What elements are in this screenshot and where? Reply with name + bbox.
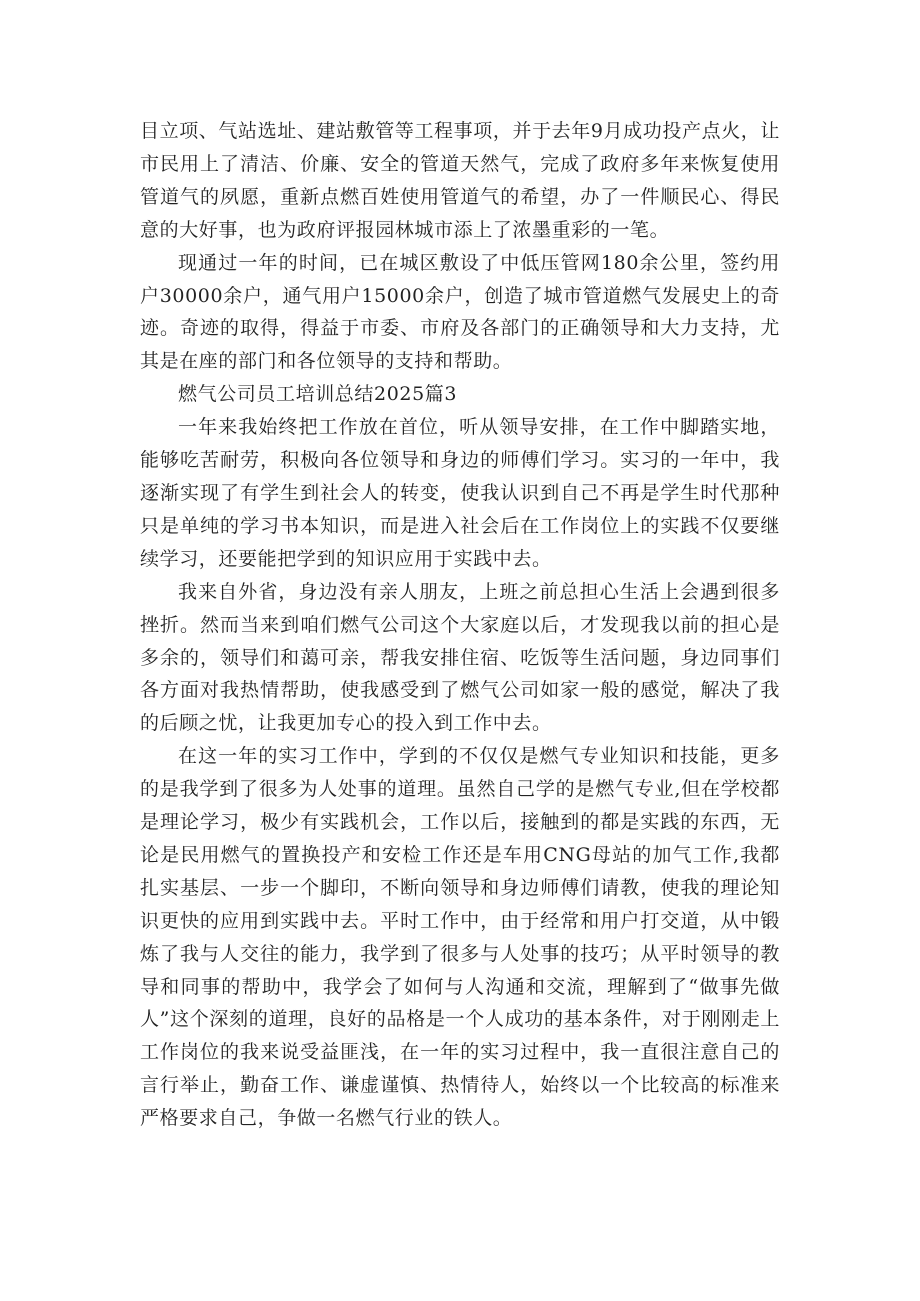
section-heading: 燃气公司员工培训总结2025篇3: [178, 383, 458, 406]
paragraph: 我来自外省，身边没有亲人朋友，上班之前总担心生活上会遇到很多挫折。然而当来到咱们燃气公司这个大家庭以后，才发现我以前的担心是多余的，领导们和蔼可亲，帮我安排住宿、吃饭等生活问题，身边同事们各方面对我热情帮助，使我感受到了燃气公司如家一般的感觉，解决了我的后顾之忧，让我更加专心的投入到工作中去。: [140, 580, 780, 735]
paragraph-continued: 目立项、气站选址、建站敷管等工程事项，并于去年9月成功投产点火，让市民用上了清洁、价廉、安全的管道天然气，完成了政府多年来恢复使用管道气的夙愿，重新点燃百姓使用管道气的希望，办了一件顺民心、得民意的大好事，也为政府评报园林城市添上了浓墨重彩的一笔。: [140, 120, 780, 241]
paragraph: 一年来我始终把工作放在首位，听从领导安排，在工作中脚踏实地，能够吃苦耐劳，积极向各位领导和身边的师傅们学习。实习的一年中，我逐渐实现了有学生到社会人的转变，使我认识到自己不再是学生时代那种只是单纯的学习书本知识，而是进入社会后在工作岗位上的实践不仅要继续学习，还要能把学到的知识应用于实践中去。: [140, 416, 780, 570]
document-body: [140, 115, 780, 1135]
paragraph: 现通过一年的时间，已在城区敷设了中低压管网180余公里，签约用户30000余户，通气用户15000余户，创造了城市管道燃气发展史上的奇迹。奇迹的取得，得益于市委、市府及各部门的正确领导和大力支持，尤其是在座的部门和各位领导的支持和帮助。: [140, 251, 780, 373]
paragraph: 在这一年的实习工作中，学到的不仅仅是燃气专业知识和技能，更多的是我学到了很多为人处事的道理。虽然自己学的是燃气专业,但在学校都是理论学习，极少有实践机会，工作以后，接触到的都是实践的东西，无论是民用燃气的置换投产和安检工作还是车用CNG母站的加气工作,我都扎实基层、一步一个脚印，不断向领导和身边师傅们请教，使我的理论知识更快的应用到实践中去。平时工作中，由于经常和用户打交道，从中锻炼了我与人交往的能力，我学到了很多与人处事的技巧；从平时领导的教导和同事的帮助中，我学会了如何与人沟通和交流，理解到了“做事先做人”这个深刻的道理，良好的品格是一个人成功的基本条件，对于刚刚走上工作岗位的我来说受益匪浅，在一年的实习过程中，我一直很注意自己的言行举止，勤奋工作、谦虚谨慎、热情待人，始终以一个比较高的标准来严格要求自己，争做一名燃气行业的铁人。: [140, 745, 780, 1130]
